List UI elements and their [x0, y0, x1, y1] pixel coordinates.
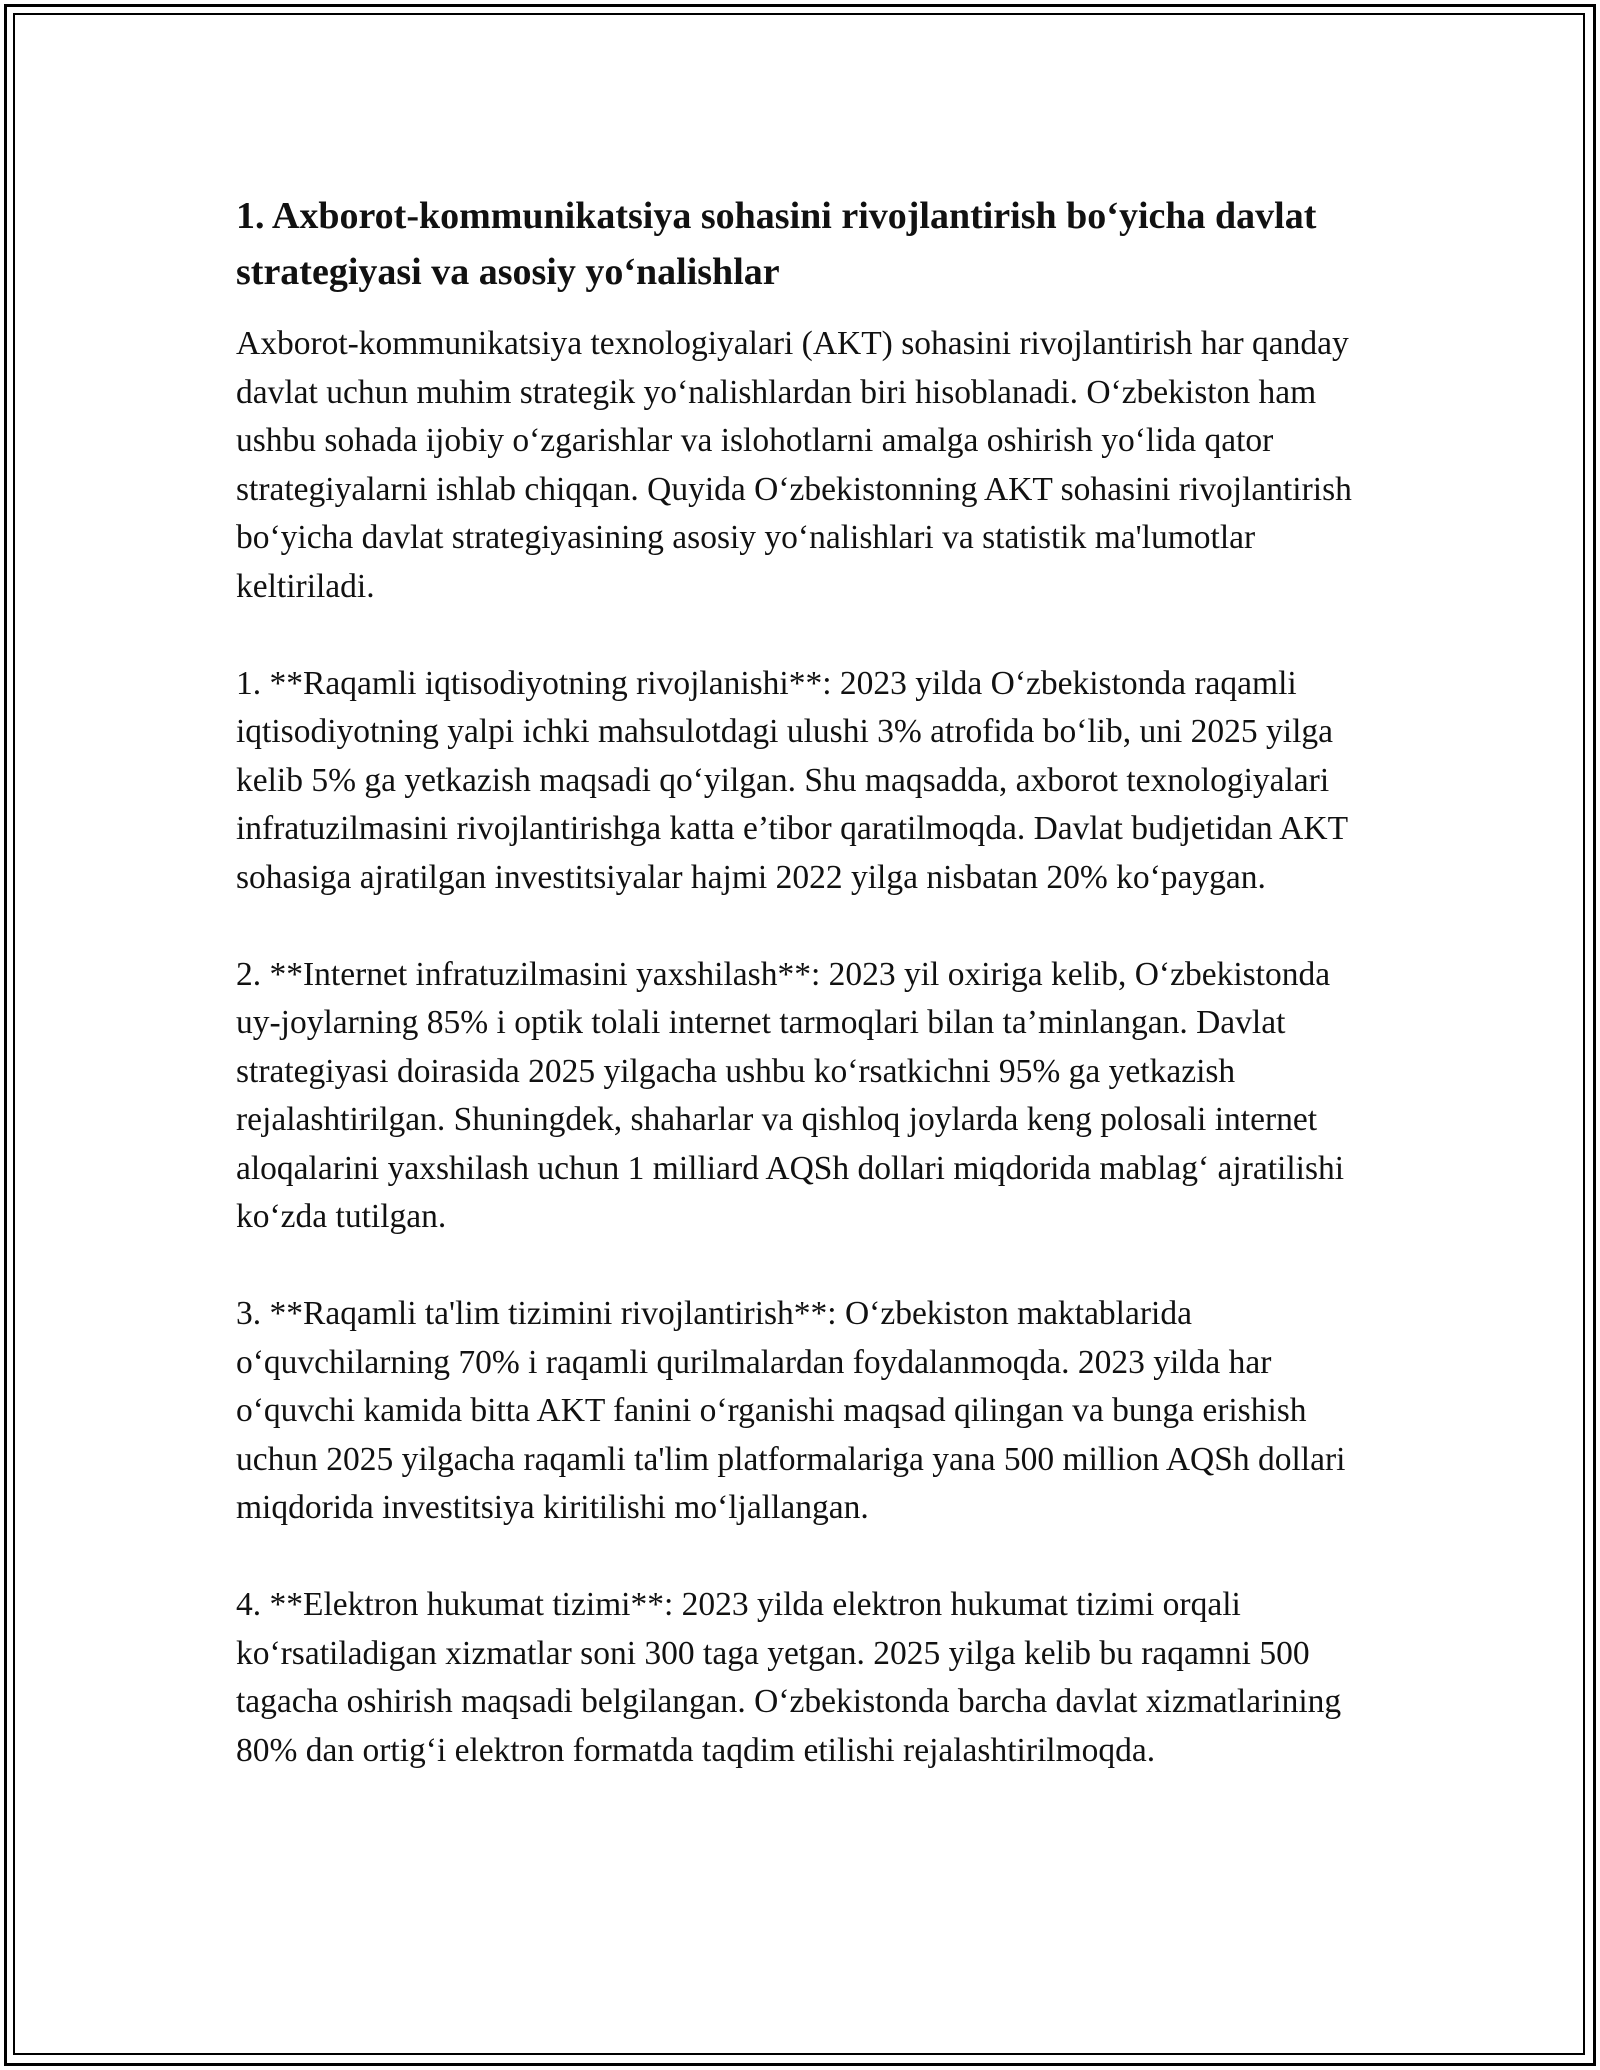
- document-title: 1. Axborot-kommunikatsiya sohasini rivojlantirish bo‘yicha davlat strategiyasi va asosiy yo‘nalishlar: [236, 195, 1317, 293]
- intro-paragraph: Axborot-kommunikatsiya texnologiyalari (AKT) sohasini rivojlantirish har qanday davlat uchun muhim strategik yo‘nalishlardan biri hisoblanadi. O‘zbekiston ham ushbu sohada ijobiy o‘zgarishlar va islohotlarni amalga oshirish yo‘lida qator strategiyalarni ishlab chiqqan. Quyida O‘zbekistonning AKT sohasini rivojlantirish bo‘yicha davlat strategiyasining asosiy yo‘nalishlari va statistik ma'lumotlar keltiriladi.: [236, 325, 1352, 605]
- point-paragraph-2: 2. **Internet infratuzilmasini yaxshilash**: 2023 yil oxiriga kelib, O‘zbekistonda uy-joylarning 85% i optik tolali internet tarmoqlari bilan ta’minlangan. Davlat strategiyasi doirasida 2025 yilgacha ushbu ko‘rsatkichni 95% ga yetkazish rejalashtirilgan. Shuningdek, shaharlar va qishloq joylarda keng polosali internet aloqalarini yaxshilash uchun 1 milliard AQSh dollari miqdorida mablag‘ ajratilishi ko‘zda tutilgan.: [236, 955, 1345, 1235]
- document-body: [236, 188, 1366, 1824]
- point-paragraph-3: 3. **Raqamli ta'lim tizimini rivojlantirish**: O‘zbekiston maktablarida o‘quvchilarning 70% i raqamli qurilmalardan foydalanmoqda. 2023 yilda har o‘quvchi kamida bitta AKT fanini o‘rganishi maqsad qilingan va bunga erishish uchun 2025 yilgacha raqamli ta'lim platformalariga yana 500 million AQSh dollari miqdorida investitsiya kiritilishi mo‘ljallangan.: [236, 1295, 1346, 1526]
- point-paragraph-1: 1. **Raqamli iqtisodiyotning rivojlanishi**: 2023 yilda O‘zbekistonda raqamli iqtisodiyotning yalpi ichki mahsulotdagi ulushi 3% atrofida bo‘lib, uni 2025 yilga kelib 5% ga yetkazish maqsadi qo‘yilgan. Shu maqsadda, axborot texnologiyalari infratuzilmasini rivojlantirishga katta e’tibor qaratilmoqda. Davlat budjetidan AKT sohasiga ajratilgan investitsiyalar hajmi 2022 yilga nisbatan 20% ko‘paygan.: [236, 664, 1348, 896]
- point-paragraph-4: 4. **Elektron hukumat tizimi**: 2023 yilda elektron hukumat tizimi orqali ko‘rsatiladigan xizmatlar soni 300 taga yetgan. 2025 yilga kelib bu raqamni 500 tagacha oshirish maqsadi belgilangan. O‘zbekistonda barcha davlat xizmatlarining 80% dan ortig‘i elektron formatda taqdim etilishi rejalashtirilmoqda.: [236, 1586, 1342, 1769]
